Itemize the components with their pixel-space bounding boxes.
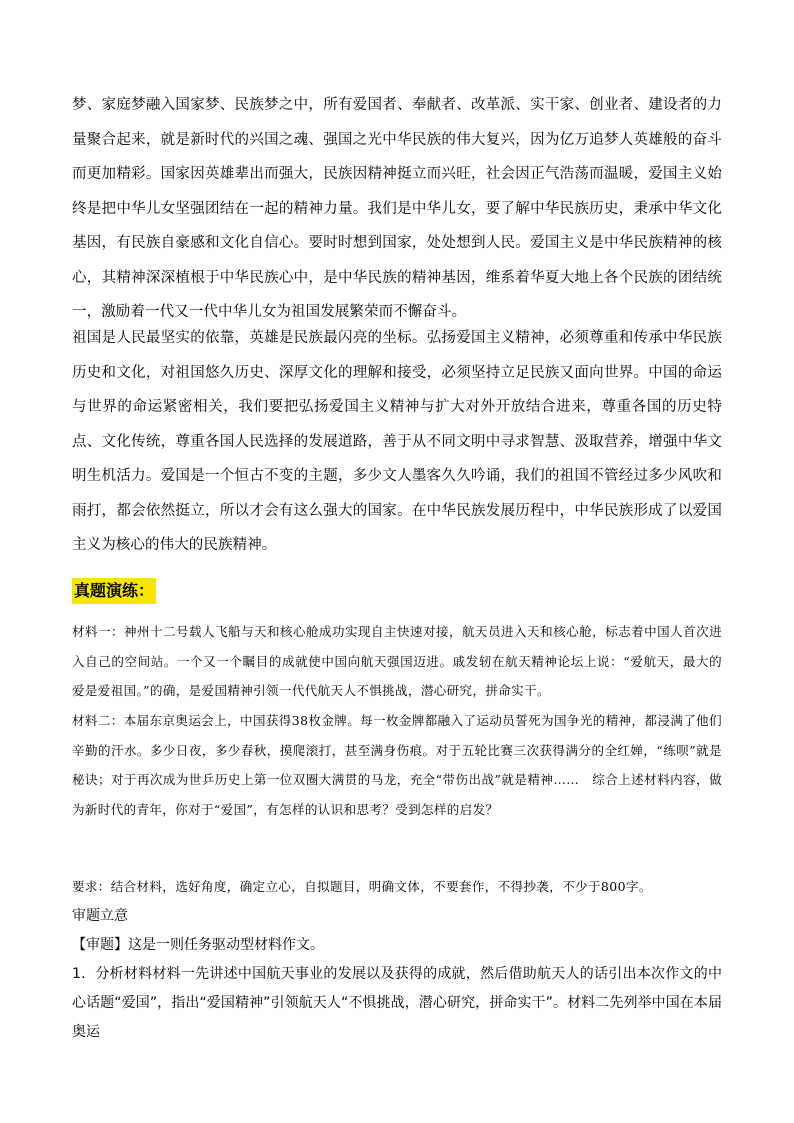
essay-paragraph-1: 梦、家庭梦融入国家梦、民族梦之中，所有爱国者、奉献者、改革派、实干家、创业者、建设者的力量聚合起来，就是新时代的兴国之魂、强国之光中华民族的伟大复兴，因为亿万追梦人英雄般的奋斗而更加精彩。国家因英雄辈出而强大，民族因精神挺立而兴旺，社会因正气浩荡而温暖，爱国主义始终是把中华儿女坚强团结在一起的精神力量。我们是中华儿女，要了解中华民族历史，秉承中华文化基因，有民族自豪感和文化自信心。要时时想到国家，处处想到人民。爱国主义是中华民族精神的核心，其精神深深植根于中华民族心中，是中华民族的精神基因，维系着华夏大地上各个民族的团结统一，激励着一代又一代中华儿女为祖国发展繁荣而不懈奋斗。 (72, 97, 722, 320)
material-two: 材料二：本届东京奥运会上，中国获得38枚金牌。每一枚金牌都融入了运动员誓死为国争光的精神，都浸满了他们辛勤的汗水。多少日夜，多少春秋，摸爬滚打，甚至满身伤痕。对于五轮比赛三次获得满分的全红婵，“练呗”就是秘诀；对于再次成为世乒历史上第一位双圈大满贯的马龙，充全“带伤出战”就是精神…… 综合上述材料内容，做为新时代的青年，你对于“爱国”，有怎样的认识和思考？受到怎样的启发？ (72, 713, 722, 817)
analysis-tag: 【审题】这是一则任务驱动型材料作文。 (72, 937, 324, 953)
material-one: 材料一：神州十二号载人飞船与天和核心舱成功实现自主快速对接，航天员进入天和核心舱，标志着中国人首次进入自己的空间站。一个又一个瞩目的成就使中国向航天强国迈进。戚发轫在航天精神论坛上说：“爱航天，最大的爱是爱祖国。”的确，是爱国精神引领一代代航天人不惧挑战，潜心研究，拼命实干。 (72, 624, 722, 698)
analysis-title: 审题立意 (72, 908, 128, 924)
practice-heading: 真题演练： (72, 578, 156, 604)
writing-requirement: 要求：结合材料，选好角度，确定立心，自拟题目，明确文体，不要套作，不得抄袭，不少于800字。 (72, 879, 652, 894)
practice-heading-wrapper (72, 578, 156, 604)
analysis-point-1: 1．分析材料材料一先讲述中国航天事业的发展以及获得的成就，然后借助航天人的话引出本次作文的中心话题“爱国”，指出“爱国精神”引领航天人“不惧挑战，潜心研究，拼命实干”。材料二先列举中国在本届奥运 (72, 966, 722, 1040)
essay-paragraph-2: 祖国是人民最坚实的依靠，英雄是民族最闪亮的坐标。弘扬爱国主义精神，必须尊重和传承中华民族历史和文化，对祖国悠久历史、深厚文化的理解和接受，必须坚持立足民族又面向世界。中国的命运与世界的命运紧密相关，我们要把弘扬爱国主义精神与扩大对外开放结合进来，尊重各国的历史特点、文化传统，尊重各国人民选择的发展道路，善于从不同文明中寻求智慧、汲取营养，增强中华文明生机活力。爱国是一个恒古不变的主题，多少文人墨客久久吟诵，我们的祖国不管经过多少风吹和雨打，都会依然挺立，所以才会有这么强大的国家。在中华民族发展历程中，中华民族形成了以爱国主义为核心的伟大的民族精神。 (72, 330, 722, 553)
